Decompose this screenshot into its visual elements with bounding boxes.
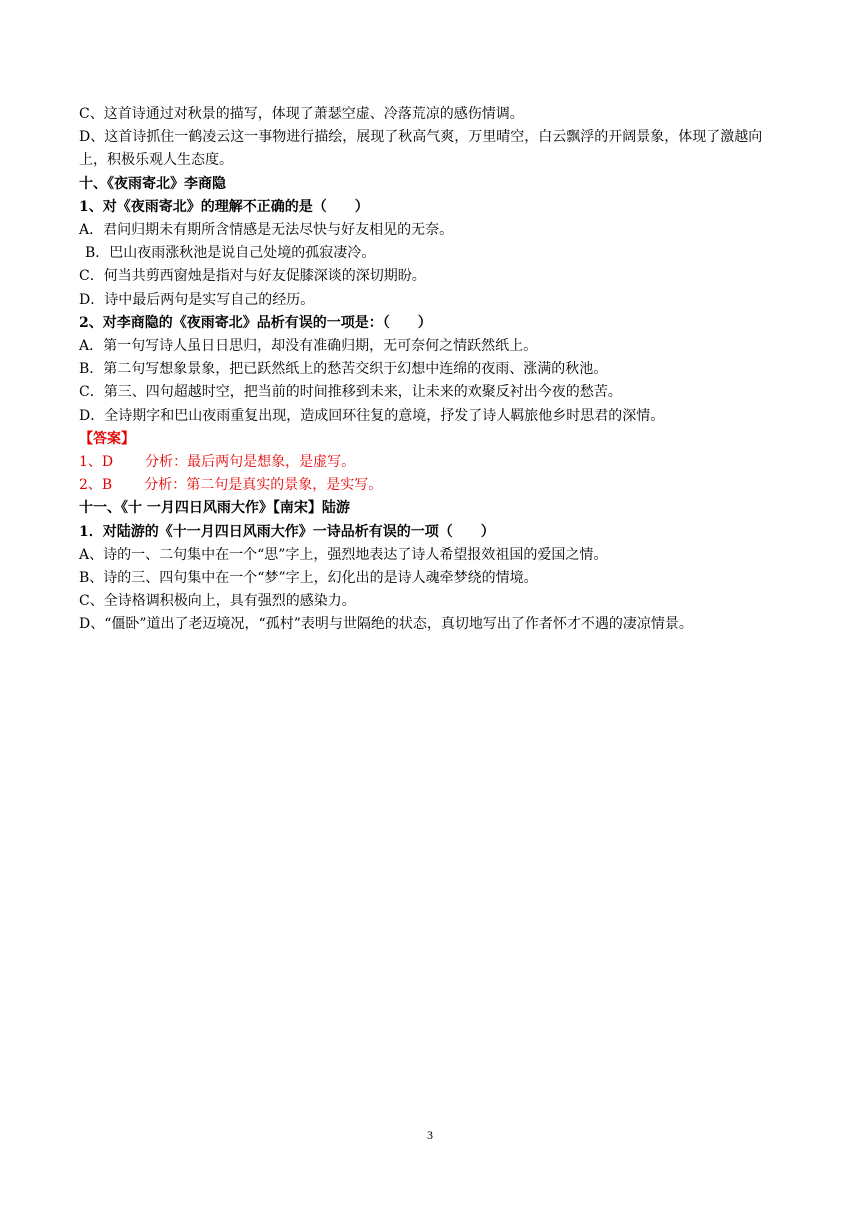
section10-q2-option-c: C．第三、四句超越时空，把当前的时间推移到未来，让未来的欢聚反衬出今夜的愁苦。 bbox=[79, 384, 622, 401]
section10-q1-option-a: A．君问归期未有期所含情感是无法尽快与好友相见的无奈。 bbox=[79, 222, 454, 239]
section10-q2-stem: 2、对李商隐的《夜雨寄北》品析有误的一项是：（ ） bbox=[79, 314, 432, 331]
section10-q1-option-b: B．巴山夜雨涨秋池是说自己处境的孤寂凄冷。 bbox=[85, 245, 376, 262]
section11-q1-option-b: B、诗的三、四句集中在一个“梦”字上，幻化出的是诗人魂牵梦绕的情境。 bbox=[79, 570, 538, 587]
answer-2-analysis: 分析：第二句是真实的景象，是实写。 bbox=[144, 477, 383, 494]
section10-q2-option-a: A．第一句写诗人虽日日思归，却没有准确归期，无可奈何之情跃然纸上。 bbox=[79, 338, 538, 355]
section11-q1-option-d: D、“僵卧”道出了老迈境况，“孤村”表明与世隔绝的状态，真切地写出了作者怀才不遇的凄凉情景。 bbox=[79, 616, 693, 633]
section11-title: 十一、《十 一月四日风雨大作》【南宋】陆游 bbox=[79, 500, 350, 517]
page-number: 3 bbox=[427, 1128, 433, 1142]
answer-label: 【答案】 bbox=[79, 430, 135, 447]
document-body bbox=[79, 103, 789, 637]
section10-q1-stem: 1、对《夜雨寄北》的理解不正确的是（ ） bbox=[79, 198, 369, 215]
section11-q1-stem: 1．对陆游的《十一月四日风雨大作》一诗品析有误的一项（ ） bbox=[79, 523, 495, 540]
answer-1-analysis: 分析：最后两句是想象，是虚写。 bbox=[145, 454, 356, 471]
section11-q1-option-a: A、诗的一、二句集中在一个“思”字上，强烈地表达了诗人希望报效祖国的爱国之情。 bbox=[79, 546, 608, 563]
poem9-option-d: D、这首诗抓住一鹤凌云这一事物进行描绘，展现了秋高气爽，万里晴空，白云飘浮的开阔景象，体现了激越向上，积极乐观人生态度。 bbox=[79, 129, 763, 169]
answer-2-number: 2、B bbox=[79, 477, 113, 494]
section10-q2-option-b: B．第二句写想象景象，把已跃然纸上的愁苦交织于幻想中连绵的夜雨、涨满的秋池。 bbox=[79, 361, 608, 378]
section10-q1-option-c: C．何当共剪西窗烛是指对与好友促膝深谈的深切期盼。 bbox=[79, 268, 426, 285]
answer-line-1 bbox=[79, 451, 789, 474]
answer-1-number: 1、D bbox=[79, 454, 114, 471]
section10-q2-option-d: D．全诗期字和巴山夜雨重复出现，造成回环往复的意境，抒发了诗人羁旅他乡时思君的深情。 bbox=[79, 407, 665, 424]
section10-title: 十、《夜雨寄北》李商隐 bbox=[79, 175, 226, 192]
answer-line-2 bbox=[79, 474, 789, 497]
section11-q1-option-c: C、全诗格调积极向上，具有强烈的感染力。 bbox=[79, 593, 356, 610]
section10-q1-option-d: D．诗中最后两句是实写自己的经历。 bbox=[79, 291, 315, 308]
poem9-option-c: C、这首诗通过对秋景的描写，体现了萧瑟空虚、冷落荒凉的感伤情调。 bbox=[79, 106, 524, 122]
